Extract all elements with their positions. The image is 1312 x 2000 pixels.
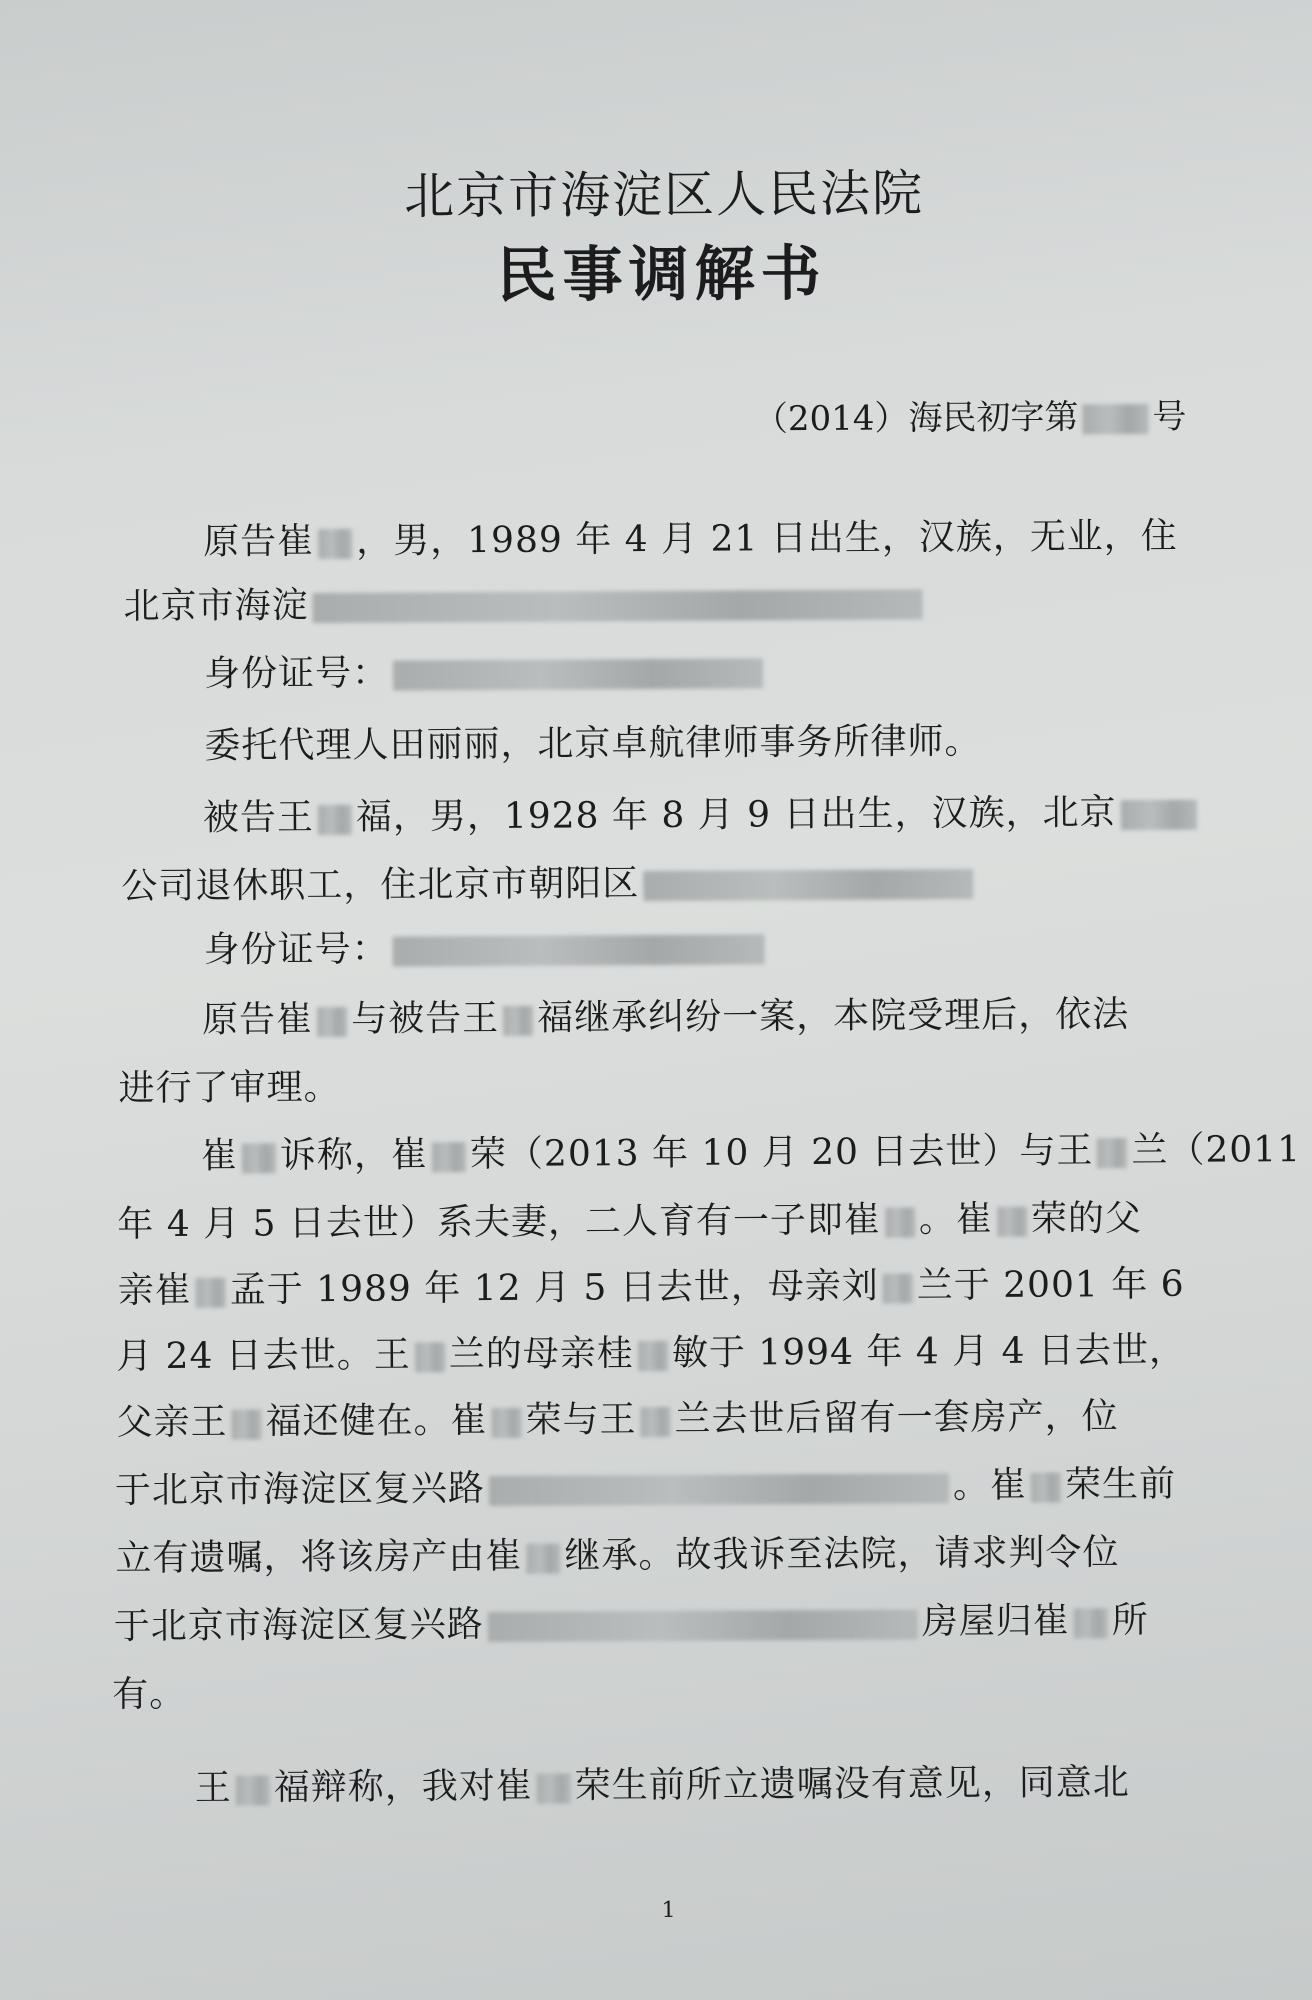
- claim-line-2: [117, 1195, 1142, 1249]
- redaction-block: [318, 529, 352, 559]
- redaction-block: [432, 1142, 466, 1172]
- claim-line-7: [115, 1529, 1119, 1583]
- text-segment: 公司退休职工，住北京市朝阳区: [121, 863, 640, 908]
- redaction-block: [489, 1473, 949, 1506]
- text-segment: 崔: [200, 1135, 239, 1177]
- redaction-block: [1031, 1473, 1061, 1503]
- redaction-block: [492, 1408, 522, 1438]
- redaction-block: [318, 805, 352, 835]
- redaction-block: [883, 1273, 913, 1303]
- agent-line: [204, 718, 981, 771]
- text-segment: 荣生前: [1064, 1463, 1177, 1506]
- redaction-block: [638, 1341, 668, 1371]
- claim-line-4: [116, 1327, 1186, 1382]
- claim-line-5: [116, 1393, 1118, 1447]
- claim-line-1: [201, 1126, 1301, 1181]
- text-segment: 兰（2011: [1131, 1129, 1302, 1172]
- case-number-suffix: 号: [1152, 396, 1187, 437]
- text-segment: 原告崔: [203, 521, 315, 563]
- claim-line-8: [114, 1597, 1149, 1651]
- text-segment: 立有遗嘱，将该房产由崔: [115, 1535, 523, 1580]
- text-segment: 月 24 日去世。王: [116, 1334, 411, 1378]
- text-segment: 荣生前所立遗嘱没有意见，同意北: [574, 1762, 1130, 1807]
- text-segment: 与被告王: [351, 997, 500, 1040]
- text-segment: 被告王: [202, 797, 315, 839]
- redaction-block: [236, 1775, 270, 1805]
- redaction-block: [232, 1409, 262, 1439]
- redaction-block: [997, 1207, 1027, 1237]
- defendant-line-1: [203, 789, 1201, 843]
- redaction-block: [537, 1774, 571, 1804]
- redaction-block: [503, 1006, 533, 1036]
- text-segment: 委托代理人田丽丽，北京卓航律师事务所律师。: [204, 721, 982, 767]
- text-segment: 父亲王: [116, 1401, 228, 1444]
- text-segment: 继承。故我诉至法院，请求判令位: [564, 1532, 1120, 1577]
- text-segment: 诉称，崔: [279, 1134, 429, 1177]
- redaction-block: [1120, 800, 1196, 830]
- claim-line-6: [115, 1461, 1176, 1515]
- redaction-block: [1074, 1608, 1108, 1638]
- text-segment: 原告崔: [201, 999, 314, 1041]
- case-number: [754, 395, 1187, 442]
- redaction-block: [526, 1544, 560, 1574]
- text-segment: 有。: [112, 1673, 187, 1716]
- text-segment: 兰于 2001 年 6: [916, 1263, 1185, 1307]
- document-title: 民事调解书: [496, 238, 827, 311]
- text-segment: 进行了审理。: [118, 1066, 341, 1110]
- redaction-block: [393, 934, 765, 966]
- text-segment: 福还健在。崔: [265, 1400, 488, 1443]
- text-segment: 孟于 1989 年 12 月 5 日去世，母亲刘: [229, 1265, 879, 1311]
- text-segment: 荣与王: [525, 1399, 637, 1441]
- text-segment: 兰去世后留有一套房产，位: [674, 1396, 1119, 1440]
- defendant-id-line: [204, 923, 769, 974]
- text-segment: 敏于 1994 年 4 月 4 日去世，: [671, 1329, 1187, 1374]
- text-segment: 所: [1111, 1600, 1149, 1642]
- court-name: 北京市海淀区人民法院: [403, 164, 925, 226]
- plaintiff-id-line: [204, 647, 767, 698]
- text-segment: 年 4 月 5 日去世）系夫妻，二人育有一子即崔: [117, 1199, 882, 1246]
- text-segment: 福辩称，我对崔: [273, 1765, 533, 1809]
- text-segment: 于北京市海淀区复兴路: [114, 1468, 486, 1512]
- redaction-block: [242, 1143, 276, 1173]
- redaction-block: [1097, 1138, 1127, 1168]
- claim-line-3: [118, 1261, 1185, 1316]
- redaction-block: [393, 658, 763, 690]
- text-segment: ，男，1989 年 4 月 21 日出生，汉族，无业，住: [356, 515, 1178, 562]
- claim-line-9: [112, 1671, 186, 1719]
- redaction-block: [643, 869, 973, 901]
- text-segment: 荣的父: [1030, 1198, 1143, 1240]
- text-segment: 王: [194, 1767, 232, 1809]
- text-segment: 福继承纠纷一案，本院受理后，依法: [537, 994, 1130, 1039]
- text-segment: 。崔: [952, 1464, 1028, 1507]
- case-summary-line-1: [202, 991, 1129, 1045]
- redaction-block: [313, 589, 923, 623]
- text-segment: 荣（2013 年 10 月 20 日去世）与王: [469, 1130, 1094, 1176]
- redaction-block: [415, 1342, 445, 1372]
- redaction-block: [317, 1007, 347, 1037]
- plaintiff-line-1: [203, 513, 1178, 567]
- case-summary-line-2: [118, 1064, 340, 1113]
- text-segment: 兰的母亲桂: [448, 1333, 635, 1376]
- text-segment: 房屋归崔: [921, 1600, 1070, 1643]
- text-segment: 北京市海淀: [123, 585, 309, 628]
- text-segment: 身份证号：: [203, 652, 390, 695]
- text-segment: 亲崔: [117, 1269, 192, 1312]
- redaction-block: [885, 1207, 915, 1237]
- plaintiff-line-2: [123, 578, 926, 631]
- page-number: 1: [661, 1897, 676, 1923]
- defendant-line-2: [121, 858, 977, 911]
- defense-line-1: [195, 1759, 1130, 1813]
- redaction-block: [196, 1278, 226, 1308]
- text-segment: 于北京市海淀区复兴路: [113, 1604, 484, 1648]
- redaction-block: [488, 1609, 918, 1642]
- text-segment: 身份证号：: [203, 928, 389, 971]
- text-segment: 。崔: [918, 1198, 994, 1241]
- redaction-block: [641, 1407, 671, 1437]
- text-segment: 福，男，1928 年 8 月 9 日出生，汉族，北京: [355, 792, 1117, 838]
- redaction-block: [1082, 404, 1148, 434]
- case-number-prefix: （2014）海民初字第: [753, 397, 1079, 440]
